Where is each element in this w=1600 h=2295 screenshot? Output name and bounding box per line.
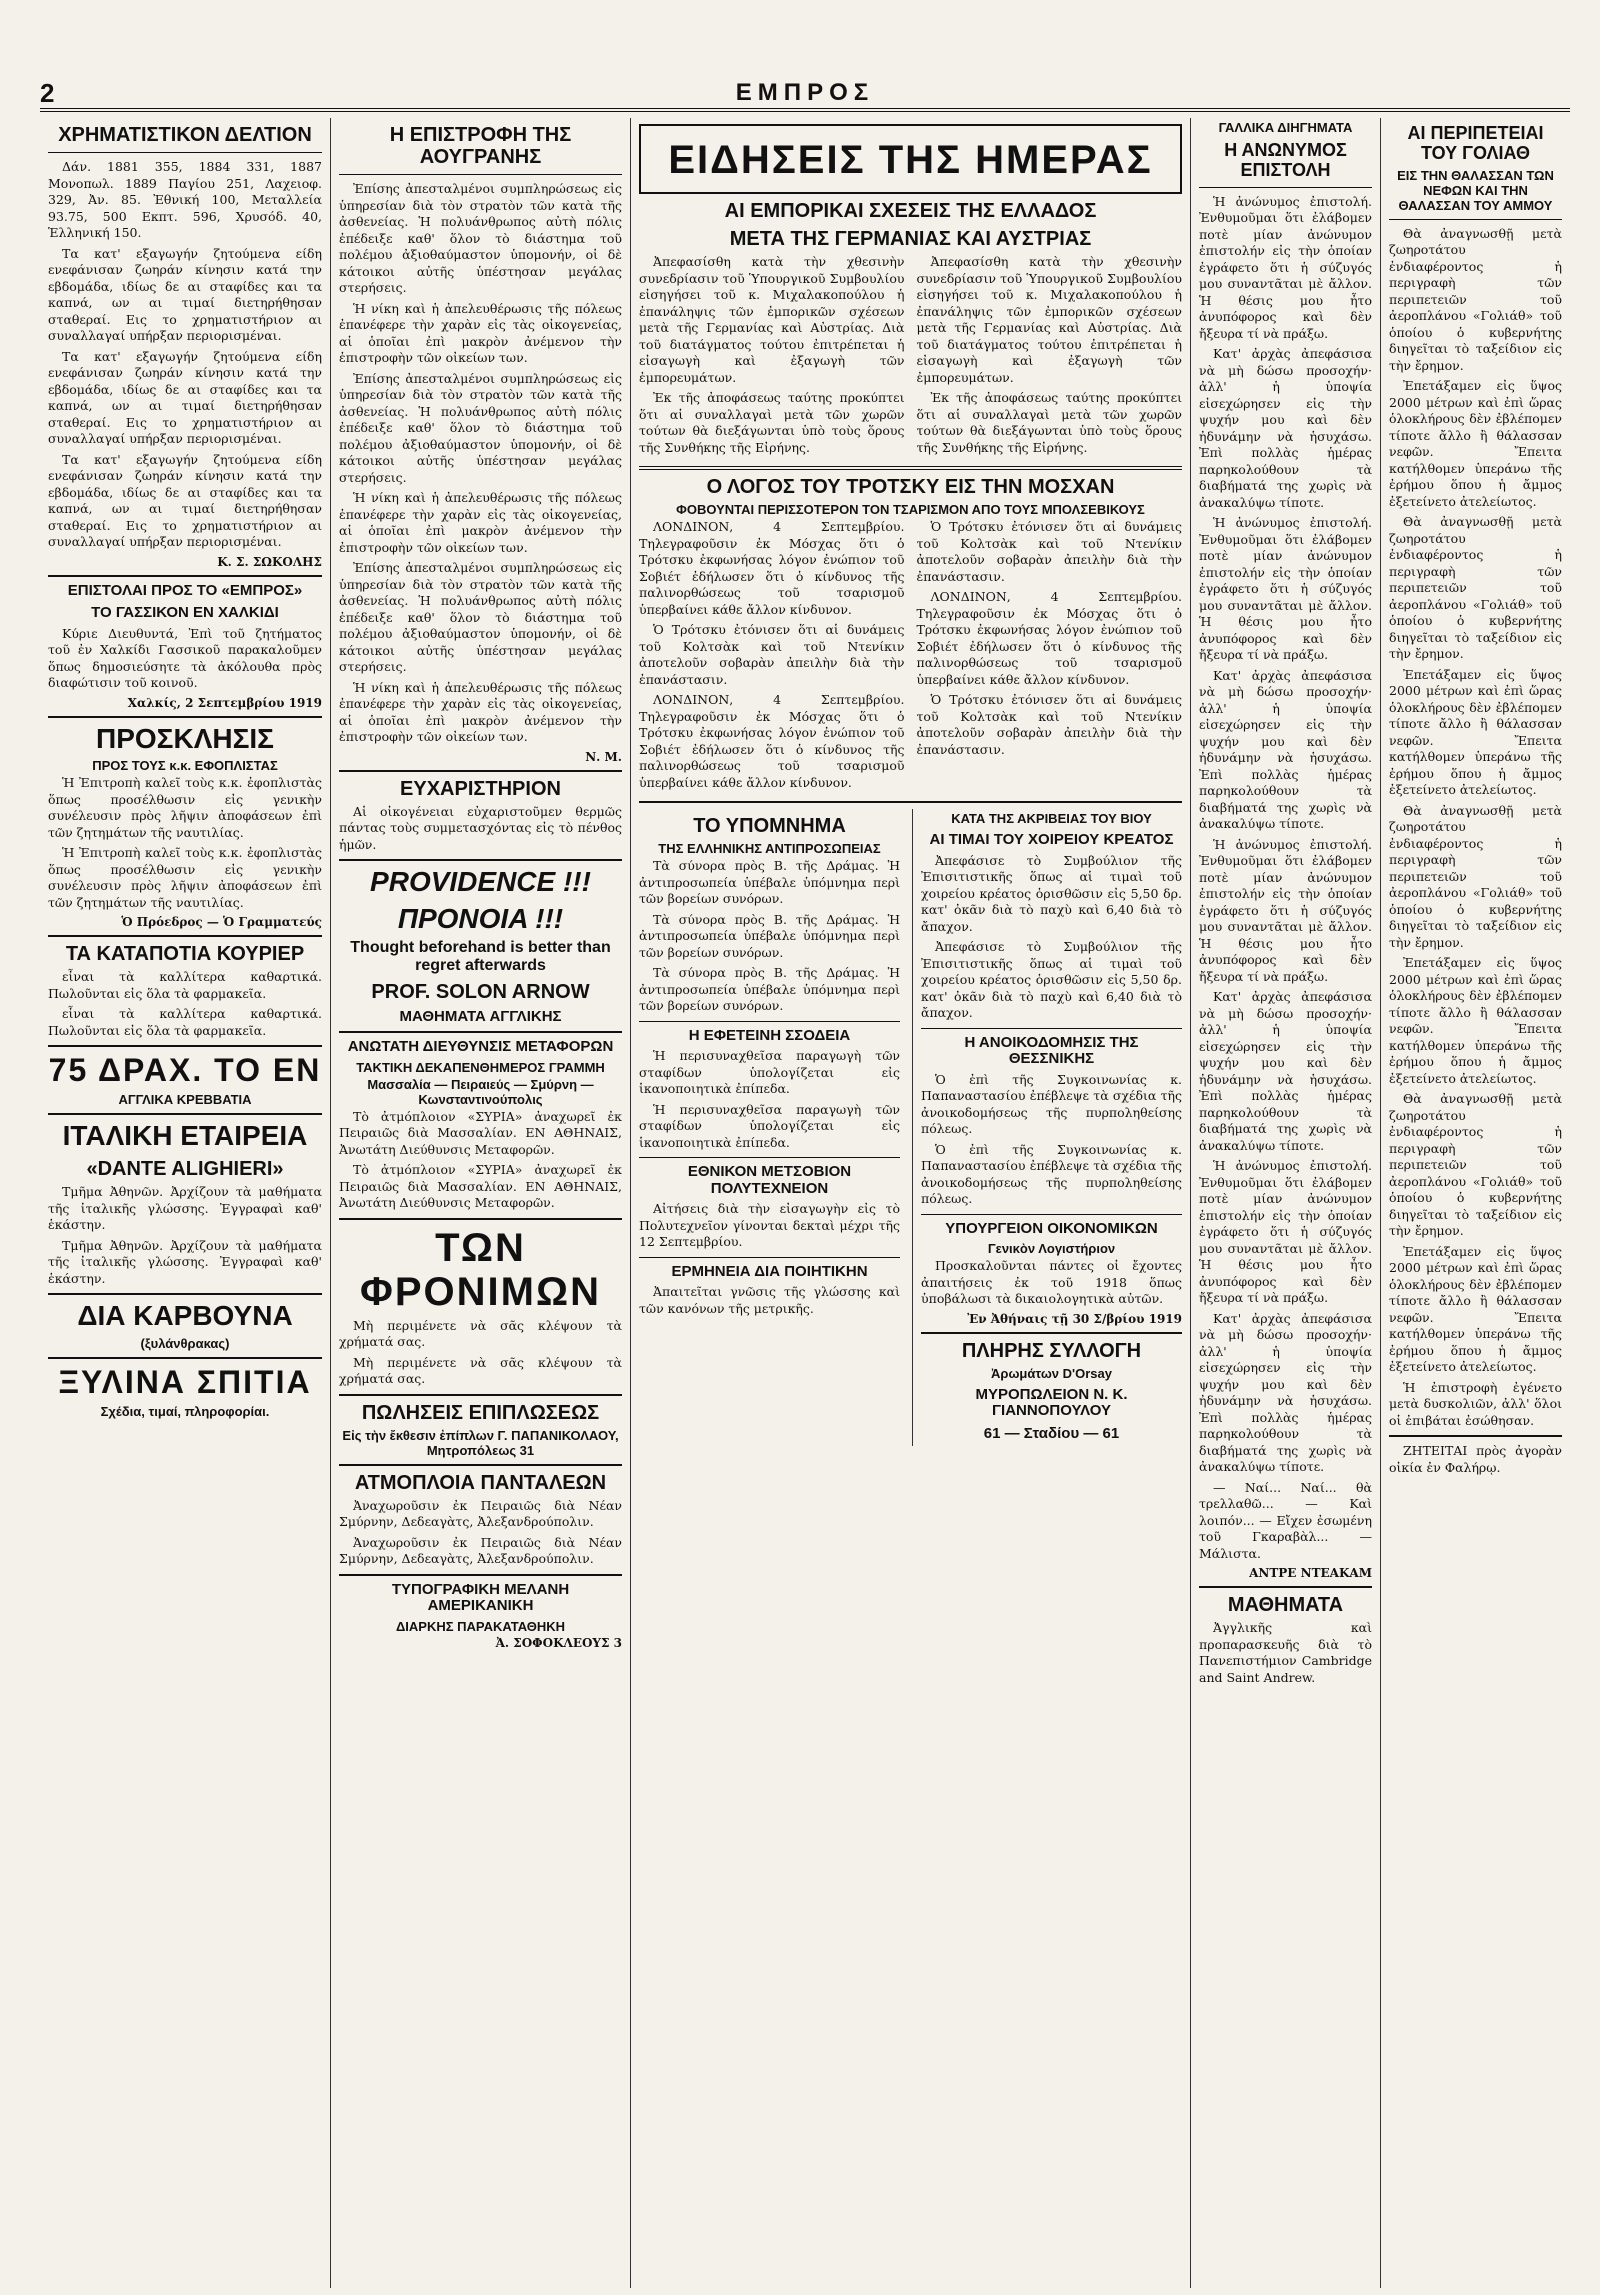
divider [1389,1435,1562,1437]
paper-title: ΕΜΠΡΟΣ [735,79,875,106]
art1-signature: Ν. Μ. [585,749,622,764]
print-subtitle: ΔΙΑΡΚΗΣ ΠΑΡΑΚΑΤΑΘΗΚΗ [395,1618,566,1634]
goliath-body-2: Ἡ ἐπιστροφὴ ἐγένετο μετὰ δυσκολιῶν, ἀλλ' ὅλοι οἱ ἐπιβάται ἐσώθησαν. [1389,1379,1562,1428]
lower-columns [639,809,1182,1446]
ministry-signature: Ἐν Ἀθήναις τῇ 30 Σ/βρίου 1919 [967,1311,1182,1326]
column-1 [40,118,330,2288]
polytechnic-title: ΕΘΝΙΚΟΝ ΜΕΤΣΟΒΙΟΝ ΠΟΛΥΤΕΧΝΕΙΟΝ [687,1163,852,1197]
italy-text: Τμῆμα Ἀθηνῶν. Ἀρχίζουν τὰ μαθήματα τῆς ἰταλικῆς γλώσσης. Ἐγγραφαὶ καθ' ἑκάστην. [48,1237,322,1286]
feuilleton-text: Ἡ ἀνώνυμος ἐπιστολή. Ἐνθυμοῦμαι ὅτι ἐλάβομεν ποτὲ μίαν ἀνώνυμον ἐπιστολήν εἰς τὴν ὁποίαν ἐγράφετο ὅτι ἡ σύζυγός μου συναντᾶται μὲ ἄλλον. Ἡ θέσις μου ἦτο ἀνυπόφορος καὶ δὲν ἤξευρα τί νὰ πράξω. [1199,515,1372,663]
ship-subtitle: ΤΑΚΤΙΚΗ ΔΕΚΑΠΕΝΘΗΜΕΡΟΣ ΓΡΑΜΜΗ [356,1059,605,1075]
rebuild-text: Ὁ ἐπὶ τῆς Συγκοινωνίας κ. Παπαναστασίου ἐπέβλεψε τὰ σχέδια τῆς ἀνοικοδομήσεως τῆς πυρποληθείσης πόλεως. [921,1141,1182,1206]
divider [48,1357,322,1359]
polytechnic-text: Αἰτήσεις διὰ τὴν εἰσαγωγὴν εἰς τὸ Πολυτεχνεῖον γίνονται δεκταὶ μέχρι τῆς 12 Σεπτεμβρίου. [639,1201,900,1249]
fin-body: Τα κατ' εξαγωγήν ζητούμενα είδη ενεφάνισαν ζωηράν κίνησιν κατά την εβδομάδα, ιδίως δε αι σταφίδες και τα καπνά, ων αι τιμαί διετηρήθησαν σταθεραί. Εις το χρηματιστήριον αι συναλλαγαί υπήρξαν περιορισμέναι. [48,451,322,549]
goliath-body: Ἐπετάξαμεν εἰς ὕψος 2000 μέτρων καὶ ἐπὶ ὥρας ὁλοκλήρους δὲν ἐβλέπομεν τίποτε ἄλλο ἢ θάλασσαν νεφῶν. Ἔπειτα κατήλθομεν ὑπεράνω τῆς ἐρήμου ὅπου ἡ ἄμμος ἐξετείνετο ἀτελείωτος. [1389,378,1562,509]
letter-text: Κύριε Διευθυντά, Ἐπὶ τοῦ ζητήματος τοῦ ἐν Χαλκίδι Γασσικοῦ παρακαλοῦμεν ὅπως δημοσιεύσητε τὰ ἀκόλουθα πρὸς διαφώτισιν τοῦ κοινοῦ. [48,625,322,690]
providence-text: Thought beforehand is better than regret afterwards [350,938,611,974]
trotsky-title: Ο ΛΟΓΟΣ ΤΟΥ ΤΡΟΤΣΚΥ ΕΙΣ ΤΗΝ ΜΟΣΧΑΝ [706,476,1115,498]
columns [40,118,1570,2288]
ministry-text: Προσκαλοῦνται πάντες οἱ ἔχοντες ἀπαιτήσεις ἐκ τοῦ 1918 ὅπως ὑποβάλωσι τὰ δικαιολογητικὰ αὐτῶν. [921,1258,1182,1306]
courier-text: εἶναι τὰ καλλίτερα καθαρτικά. Πωλοῦνται εἰς ὅλα τὰ φαρμακεῖα. [48,969,322,1001]
feuilleton-body-2: — Ναί... Ναί... θὰ τρελλαθῶ... — Καὶ λοιπόν... — Εἴχεν ἐσωμένη τοῦ Γκαραβὰλ... — Μάλιστα. [1199,1479,1372,1561]
price-ad: 75 ΔΡΑΧ. ΤΟ ΕΝ [48,1052,322,1089]
letters-title: ΕΠΙΣΤΟΛΑΙ ΠΡΟΣ ΤΟ «ΕΜΠΡΟΣ» [67,581,303,599]
trotsky-text-2: Ὁ Τρότσκυ ἐτόνισεν ὅτι αἱ δυνάμεις τοῦ Κολτσὰκ καὶ τοῦ Ντενίκιν ἀποτελοῦν σοβαρὰν ἀπειλὴν διὰ τὴν ἐπανάστασιν. [639,622,905,687]
pork-text: Ἀπεφάσισε τὸ Συμβούλιον τῆς Ἐπισιτιστικῆς ὅπως αἱ τιμαὶ τοῦ χοιρείου κρέατος ὁρισθῶσιν εἰς 5,50 δρ. κατ' ὀκᾶν διὰ τὸ παχὺ καὶ 6,40 διὰ τὸ ἄπαχον. [921,939,1182,1020]
news-text-2: Ἐκ τῆς ἀποφάσεως ταύτης προκύπτει ὅτι αἱ συναλλαγαὶ μετὰ τῶν χωρῶν τούτων θὰ διεξάγωνται ὑπὸ τοὺς ὅρους τῆς Συνθήκης τῆς Εἰρήνης. [916,390,1182,455]
big-ad-text: Μὴ περιμένετε νὰ σᾶς κλέψουν τὰ χρήματά σας. [339,1354,622,1387]
divider [48,152,322,153]
pork-text: Ἀπεφάσισε τὸ Συμβούλιον τῆς Ἐπισιτιστικῆς ὅπως αἱ τιμαὶ τοῦ χοιρείου κρέατος ὁρισθῶσιν εἰς 5,50 δρ. κατ' ὀκᾶν διὰ τὸ παχὺ καὶ 6,40 διὰ τὸ ἄπαχον. [921,852,1182,934]
memo-title: ΤΟ ΥΠΟΜΝΗΜΑ [693,815,846,837]
trotsky-text: ΛΟΝΔΙΝΟΝ, 4 Σεπτεμβρίου. Τηλεγραφοῦσιν ἐκ Μόσχας ὅτι ὁ Τρότσκυ ἐκφωνήσας λόγον ἐνώπιον τοῦ Σοβιέτ ἐδήλωσεν ὅτι ὁ κίνδυνος τῆς παλινορθώσεως τοῦ τσαρισμοῦ ὑπερβαίνει κάθε ἄλλον κίνδυνον. [639,692,905,790]
goliath-text: Θὰ ἀναγνωσθῇ μετὰ ζωηροτάτου ἐνδιαφέροντος ἡ περιγραφὴ τῶν περιπετειῶν τοῦ ἀεροπλάνου «Γολιάθ» τοῦ ὁποίου ὁ κυβερνήτης διηγεῖται τὸ ταξείδιον εἰς τὴν ἔρημον. [1389,1091,1562,1239]
divider [339,859,622,861]
perfume-address: 61 — Σταδίου — 61 [983,1424,1120,1442]
big-ad-text: Μὴ περιμένετε νὰ σᾶς κλέψουν τὰ χρήματά σας. [339,1317,622,1350]
art1-body: Ἡ νίκη καὶ ἡ ἀπελευθέρωσις τῆς πόλεως ἐπανέφερε τὴν χαρὰν εἰς τὰς οἰκογενείας, αἱ ὁποῖαι ἐπὶ μακρὸν ἀνέμενον τὴν ἐπιστροφὴν τῶν οἰκείων των. [339,300,622,365]
letter-signature: Χαλκίς, 2 Σεπτεμβρίου 1919 [127,695,322,710]
art1-text: Ἐπίσης ἀπεσταλμένοι συμπληρώσεως εἰς ὑπηρεσίαν διὰ τὸν στρατὸν τῶν κατὰ τῆς ἀσθενείας. Ἡ πολυάνθρωπος αὐτὴ πόλις ἐπέδειξε καθ' ὅλον τὸ διάστημα τοῦ πολέμου ἀξιοθαύμαστον ὑπομονήν, οἱ δὲ κάτοικοι αὐτῆς ὑπέστησαν μεγάλας στερήσεις. [339,181,622,295]
wanted-ad: ΖΗΤΕΙΤΑΙ πρὸς ἀγορὰν οἰκία ἐν Φαλήρῳ. [1389,1443,1562,1475]
italy-subtitle: «DANTE ALIGHIERI» [86,1158,284,1181]
wood-ad: ΞΥΛΙΝΑ ΣΠΙΤΙΑ [58,1364,312,1401]
fin-body: Τα κατ' εξαγωγήν ζητούμενα είδη ενεφάνισαν ζωηράν κίνησιν κατά την εβδομάδα, ιδίως δε αι σταφίδες και τα καπνά, ων αι τιμαί διετηρήθησαν σταθεραί. Εις το χρηματιστήριον αι συναλλαγαί υπήρξαν περιορισμέναι. [48,348,322,446]
ministry-title: ΥΠΟΥΡΓΕΙΟΝ ΟΙΚΟΝΟΜΙΚΩΝ [945,1219,1158,1237]
trotsky-subtitle: ΦΟΒΟΥΝΤΑΙ ΠΕΡΙΣΣΟΤΕΡΟΝ ΤΟΝ ΤΣΑΡΙΣΜΟΝ ΑΠΟ ΤΟΥΣ ΜΠΟΛΣΕΒΙΚΟΥΣ [676,502,1145,517]
hermeneia-text: Ἀπαιτεῖται γνῶσις τῆς γλώσσης καὶ τῶν κανόνων τῆς μετρικῆς. [639,1284,900,1316]
goliath-text: Θὰ ἀναγνωσθῇ μετὰ ζωηροτάτου ἐνδιαφέροντος ἡ περιγραφὴ τῶν περιπετειῶν τοῦ ἀεροπλάνου «Γολιάθ» τοῦ ὁποίου ὁ κυβερνήτης διηγεῖται τὸ ταξείδιον εἰς τὴν ἔρημον. [1389,225,1562,373]
art1-body: Ἡ νίκη καὶ ἡ ἀπελευθέρωσις τῆς πόλεως ἐπανέφερε τὴν χαρὰν εἰς τὰς οἰκογενείας, αἱ ὁποῖαι ἐπὶ μακρὸν ἀνέμενον τὴν ἐπιστροφὴν τῶν οἰκείων των. [339,490,622,555]
trotsky-text-2: Ὁ Τρότσκυ ἐτόνισεν ὅτι αἱ δυνάμεις τοῦ Κολτσὰκ καὶ τοῦ Ντενίκιν ἀποτελοῦν σοβαρὰν ἀπειλὴν διὰ τὴν ἐπανάστασιν. [916,692,1182,757]
feuilleton-title: Η ΑΝΩΝΥΜΟΣ ΕΠΙΣΤΟΛΗ [1224,140,1347,180]
lessons-text: Ἀγγλικῆς καὶ προπαρασκευῆς διὰ τὸ Πανεπιστήμιον Cambridge and Saint Andrew. [1199,1620,1372,1685]
pork-title: ΑΙ ΤΙΜΑΙ ΤΟΥ ΧΟΙΡΕΙΟΥ ΚΡΕΑΤΟΣ [929,831,1174,848]
divider [921,1028,1182,1029]
lessons-title: ΜΑΘΗΜΑΤΑ [1227,1594,1344,1617]
fest-title: Η ΕΦΕΤΕΙΝΗ ΣΣΟΔΕΙΑ [688,1026,851,1044]
boats-text: Ἀναχωροῦσιν ἐκ Πειραιῶς διὰ Νέαν Σμύρνην, Δεδεαγὰτς, Ἀλεξανδρούπολιν. [339,1534,622,1567]
fin-signature: Κ. Σ. ΣΩΚΟΛΗΣ [217,554,322,569]
providence-gr: ΠΡΟΝΟΙΑ !!! [397,902,564,934]
divider [48,1045,322,1047]
feuilleton-signature: ΑΝΤΡΕ ΝΤΕΑΚΑΜ [1249,1566,1372,1581]
call-subtitle: ΠΡΟΣ ΤΟΥΣ κ.κ. ΕΦΟΠΛΙΣΤΑΣ [92,758,278,774]
masthead [40,78,1570,112]
thanks-text: Αἱ οἰκογένειαι εὐχαριστοῦμεν θερμῶς πάντας τοὺς συμμετασχόντας εἰς τὸ πένθος ἡμῶν. [339,803,622,852]
fest-text: Ἡ περισυναχθεῖσα παραγωγὴ τῶν σταφίδων ὑπολογίζεται εἰς ἱκανοποιητικὰ ἐπίπεδα. [639,1048,900,1096]
column-4 [1190,118,1380,2288]
pork-label: ΚΑΤΑ ΤΗΣ ΑΚΡΙΒΕΙΑΣ ΤΟΥ ΒΙΟΥ [951,811,1152,826]
ship-title: ΑΝΩΤΑΤΗ ΔΙΕΥΘΥΝΣΙΣ ΜΕΤΑΦΟΡΩΝ [347,1038,614,1056]
call-signature: Ὁ Πρόεδρος — Ὁ Γραμματεύς [121,915,322,930]
goliath-text: Θὰ ἀναγνωσθῇ μετὰ ζωηροτάτου ἐνδιαφέροντος ἡ περιγραφὴ τῶν περιπετειῶν τοῦ ἀεροπλάνου «Γολιάθ» τοῦ ὁποίου ὁ κυβερνήτης διηγεῖται τὸ ταξείδιον εἰς τὴν ἔρημον. [1389,514,1562,662]
news-text: Ἀπεφασίσθη κατὰ τὴν χθεσινὴν συνεδρίασιν τοῦ Ὑπουργικοῦ Συμβουλίου εἰσηγήσει τοῦ κ. Μιχαλακοπούλου ἡ ἐπανάληψις τῶν ἐμπορικῶν σχέσεων μετὰ τῆς Γερμανίας καὶ Αὐστρίας. Διὰ τοῦ διατάγματος τούτου ἐπιτρέπεται ἡ εἰσαγωγὴ καὶ ἐξαγωγὴ τῶν ἐμπορευμάτων. [916,254,1182,385]
boats-title: ΑΤΜΟΠΛΟΙΑ ΠΑΝΤΑΛΕΩΝ [354,1471,607,1494]
divider [639,1021,900,1022]
feuilleton-label: ΓΑΛΛΙΚΑ ΔΙΗΓΗΜΑΤΑ [1218,120,1353,135]
providence-en: PROVIDENCE !!! [370,866,591,897]
divider [921,1332,1182,1334]
memo-text: Τὰ σύνορα πρὸς Β. τῆς Δράμας. Ἡ ἀντιπροσωπεία ὑπέβαλε ὑπόμνημα περὶ τῶν βορείων συνόρων. [639,858,900,906]
furn-text: Εἰς τὴν ἔκθεσιν ἐπίπλων Γ. ΠΑΠΑΝΙΚΟΛΑΟΥ, Μητροπόλεως 31 [342,1427,619,1458]
ministry-subtitle: Γενικὸν Λογιστήριον [987,1241,1116,1256]
divider [1389,219,1562,220]
fin-text: Δάν. 1881 355, 1884 331, 1887 Μονοπωλ. 1889 Παγίου 251, Λαχειοφ. 329, Ἀν. 85. Ἐθνική 100, Μεταλλεία 93.75, 500 Εκπτ. 596, Χρυσόδ. 40, Ἑλληνική 150. [48,159,322,240]
ship-text: Τὸ ἀτμόπλοιον «ΣΥΡΙΑ» ἀναχωρεῖ ἐκ Πειραιῶς διὰ Μασσαλίαν. ΕΝ ΑΘΗΝΑΙΣ, Ἀνωτάτη Διεύθυνσις Μεταφορῶν. [339,1162,622,1211]
goliath-subtitle: ΕΙΣ ΤΗΝ ΘΑΛΑΣΣΑΝ ΤΩΝ ΝΕΦΩΝ ΚΑΙ ΤΗΝ ΘΑΛΑΣΣΑΝ ΤΟΥ ΑΜΜΟΥ [1397,167,1554,213]
divider [339,1394,622,1396]
furn-title: ΠΩΛΗΣΕΙΣ ΕΠΙΠΛΩΣΕΩΣ [361,1401,600,1424]
trotsky-body [639,519,1182,795]
courier-title: ΤΑ ΚΑΤΑΠΟΤΙΑ ΚΟΥΡΙΕΡ [65,943,305,966]
column-5 [1380,118,1570,2288]
news-text-2: Ἐκ τῆς ἀποφάσεως ταύτης προκύπτει ὅτι αἱ συναλλαγαὶ μετὰ τῶν χωρῶν τούτων θὰ διεξάγωνται ὑπὸ τοὺς ὅρους τῆς Συνθήκης τῆς Εἰρήνης. [639,390,905,455]
feuilleton-text: Ἡ ἀνώνυμος ἐπιστολή. Ἐνθυμοῦμαι ὅτι ἐλάβομεν ποτὲ μίαν ἀνώνυμον ἐπιστολήν εἰς τὴν ὁποίαν ἐγράφετο ὅτι ἡ σύζυγός μου συναντᾶται μὲ ἄλλον. Ἡ θέσις μου ἦτο ἀνυπόφορος καὶ δὲν ἤξευρα τί νὰ πράξω. [1199,193,1372,341]
feuilleton-body: Κατ' ἀρχὰς ἀπεφάσισα νὰ μὴ δώσω προσοχήν· ἀλλ' ἡ ὑποψία εἰσεχώρησεν εἰς τὴν ψυχήν μου καὶ δὲν ἠδυνάμην νὰ ἡσυχάσω. Ἐπὶ πολλὰς ἡμέρας παρηκολούθουν τὰ διαβήματά της χωρὶς νὰ ἀνακαλύψω τίποτε. [1199,667,1372,832]
news-text: Ἀπεφασίσθη κατὰ τὴν χθεσινὴν συνεδρίασιν τοῦ Ὑπουργικοῦ Συμβουλίου εἰσηγήσει τοῦ κ. Μιχαλακοπούλου ἡ ἐπανάληψις τῶν ἐμπορικῶν σχέσεων μετὰ τῆς Γερμανίας καὶ Αὐστρίας. Διὰ τοῦ διατάγματος τούτου ἐπιτρέπεται ἡ εἰσαγωγὴ καὶ ἐξαγωγὴ τῶν ἐμπορευμάτων. [639,254,905,385]
news-head-2: ΜΕΤΑ ΤΗΣ ΓΕΡΜΑΝΙΑΣ ΚΑΙ ΑΥΣΤΡΙΑΣ [729,228,1092,250]
page-number: 2 [40,77,55,108]
rebuild-title: Η ΑΝΟΙΚΟΔΟΜΗΣΙΣ ΤΗΣ ΘΕΣΣΝΙΚΗΣ [964,1033,1139,1067]
art1-title: Η ΕΠΙΣΤΡΟΦΗ ΤΗΣ ΑΟΥΓΡΑΝΗΣ [389,124,572,168]
fest-text: Ἡ περισυναχθεῖσα παραγωγὴ τῶν σταφίδων ὑπολογίζεται εἰς ἱκανοποιητικὰ ἐπίπεδα. [639,1101,900,1150]
divider [639,801,1182,803]
ship-text: Τὸ ἀτμόπλοιον «ΣΥΡΙΑ» ἀναχωρεῖ ἐκ Πειραιῶς διὰ Μασσαλίαν. ΕΝ ΑΘΗΝΑΙΣ, Ἀνωτάτη Διεύθυνσις Μεταφορῶν. [339,1108,622,1157]
news-title: ΕΙΔΗΣΕΙΣ ΤΗΣ ΗΜΕΡΑΣ [668,138,1153,182]
goliath-body: Ἐπετάξαμεν εἰς ὕψος 2000 μέτρων καὶ ἐπὶ ὥρας ὁλοκλήρους δὲν ἐβλέπομεν τίποτε ἄλλο ἢ θάλασσαν νεφῶν. Ἔπειτα κατήλθομεν ὑπεράνω τῆς ἐρήμου ὅπου ἡ ἄμμος ἐξετείνετο ἀτελείωτος. [1389,1243,1562,1375]
divider [339,1031,622,1033]
goliath-body: Ἐπετάξαμεν εἰς ὕψος 2000 μέτρων καὶ ἐπὶ ὥρας ὁλοκλήρους δὲν ἐβλέπομεν τίποτε ἄλλο ἢ θάλασσαν νεφῶν. Ἔπειτα κατήλθομεν ὑπεράνω τῆς ἐρήμου ὅπου ἡ ἄμμος ἐξετείνετο ἀτελείωτος. [1389,666,1562,798]
divider [339,174,622,175]
memo-text: Τὰ σύνορα πρὸς Β. τῆς Δράμας. Ἡ ἀντιπροσωπεία ὑπέβαλε ὑπόμνημα περὶ τῶν βορείων συνόρων. [639,911,900,960]
column-2 [330,118,630,2288]
trotsky-text-2: Ὁ Τρότσκυ ἐτόνισεν ὅτι αἱ δυνάμεις τοῦ Κολτσὰκ καὶ τοῦ Ντενίκιν ἀποτελοῦν σοβαρὰν ἀπειλὴν διὰ τὴν ἐπανάστασιν. [916,519,1182,584]
call-text: Ἡ Ἐπιτροπὴ καλεῖ τοὺς κ.κ. ἐφοπλιστὰς ὅπως προσέλθωσιν εἰς γενικὴν συνέλευσιν πρὸς λῆψιν ἀποφάσεων ἐπὶ τῶν ζητημάτων τῆς ναυτιλίας. [48,775,322,840]
hermeneia-title: ΕΡΜΗΝΕΙΑ ΔΙΑ ΠΟΙΗΤΙΚΗΝ [671,1262,868,1280]
big-ad: ΤΩΝ ΦΡΟΝΙΜΩΝ [360,1225,601,1314]
perfume-shop: ΜΥΡΟΠΩΛΕΙΟΝ Ν. Κ. ΓΙΑΝΝΟΠΟΥΛΟΥ [975,1385,1128,1419]
feuilleton-body: Κατ' ἀρχὰς ἀπεφάσισα νὰ μὴ δώσω προσοχήν· ἀλλ' ἡ ὑποψία εἰσεχώρησεν εἰς τὴν ψυχήν μου καὶ δὲν ἠδυνάμην νὰ ἡσυχάσω. Ἐπὶ πολλὰς ἡμέρας παρηκολούθουν τὰ διαβήματά της χωρὶς νὰ ἀνακαλύψω τίποτε. [1199,989,1372,1153]
wood-subtitle: Σχέδια, τιμαί, πληροφορίαι. [100,1404,270,1420]
feuilleton-text: Ἡ ἀνώνυμος ἐπιστολή. Ἐνθυμοῦμαι ὅτι ἐλάβομεν ποτὲ μίαν ἀνώνυμον ἐπιστολήν εἰς τὴν ὁποίαν ἐγράφετο ὅτι ἡ σύζυγός μου συναντᾶται μὲ ἄλλον. Ἡ θέσις μου ἦτο ἀνυπόφορος καὶ δὲν ἤξευρα τί νὰ πράξω. [1199,1158,1372,1306]
column-3 [630,118,1190,2288]
divider [339,1464,622,1466]
divider [1199,1586,1372,1588]
memo-subtitle: ΤΗΣ ΕΛΛΗΝΙΚΗΣ ΑΝΤΙΠΡΟΣΩΠΕΙΑΣ [658,841,881,856]
trotsky-text: ΛΟΝΔΙΝΟΝ, 4 Σεπτεμβρίου. Τηλεγραφοῦσιν ἐκ Μόσχας ὅτι ὁ Τρότσκυ ἐκφωνήσας λόγον ἐνώπιον τοῦ Σοβιέτ ἐδήλωσεν ὅτι ὁ κίνδυνος τῆς παλινορθώσεως τοῦ τσαρισμοῦ ὑπερβαίνει κάθε ἄλλον κίνδυνον. [916,589,1182,687]
thanks-title: ΕΥΧΑΡΙΣΤΗΡΙΟΝ [400,777,561,800]
divider [339,770,622,772]
news-head-1: ΑΙ ΕΜΠΟΡΙΚΑΙ ΣΧΕΣΕΙΣ ΤΗΣ ΕΛΛΑΔΟΣ [724,200,1097,222]
call-text: Ἡ Ἐπιτροπὴ καλεῖ τοὺς κ.κ. ἐφοπλιστὰς ὅπως προσέλθωσιν εἰς γενικὴν συνέλευσιν πρὸς λῆψιν ἀποφάσεων ἐπὶ τῶν ζητημάτων τῆς ναυτιλίας. [48,845,322,910]
divider [1199,187,1372,188]
news-title-box [639,124,1182,194]
italy-title: ΙΤΑΛΙΚΗ ΕΤΑΙΡΕΙΑ [62,1120,308,1152]
coal-ad: ΔΙΑ ΚΑΡΒΟΥΝΑ [77,1300,293,1332]
divider [339,1218,622,1220]
divider [48,716,322,718]
goliath-text: Θὰ ἀναγνωσθῇ μετὰ ζωηροτάτου ἐνδιαφέροντος ἡ περιγραφὴ τῶν περιπετειῶν τοῦ ἀεροπλάνου «Γολιάθ» τοῦ ὁποίου ὁ κυβερνήτης διηγεῖται τὸ ταξείδιον εἰς τὴν ἔρημον. [1389,802,1562,950]
divider [639,1157,900,1158]
print-title: ΤΥΠΟΓΡΑΦΙΚΗ ΜΕΛΑΝΗ ΑΜΕΡΙΚΑΝΙΚΗ [391,1580,570,1615]
price-subtitle: ΑΓΓΛΙΚΑ ΚΡΕΒΒΑΤΙΑ [118,1092,252,1108]
trotsky-text: ΛΟΝΔΙΝΟΝ, 4 Σεπτεμβρίου. Τηλεγραφοῦσιν ἐκ Μόσχας ὅτι ὁ Τρότσκυ ἐκφωνήσας λόγον ἐνώπιον τοῦ Σοβιέτ ἐδήλωσεν ὅτι ὁ κίνδυνος τῆς παλινορθώσεως τοῦ τσαρισμοῦ ὑπερβαίνει κάθε ἄλλον κίνδυνον. [639,519,905,617]
courier-text: εἶναι τὰ καλλίτερα καθαρτικά. Πωλοῦνται εἰς ὅλα τὰ φαρμακεῖα. [48,1006,322,1038]
ship-route: Μασσαλία — Πειραιεύς — Σμύρνη — Κωνσταντινούπολις [367,1076,594,1107]
divider [921,1214,1182,1215]
divider [48,1293,322,1295]
fin-body: Τα κατ' εξαγωγήν ζητούμενα είδη ενεφάνισαν ζωηράν κίνησιν κατά την εβδομάδα, ιδίως δε αι σταφίδες και τα καπνά, ων αι τιμαί διετηρήθησαν σταθεραί. Εις το χρηματιστήριον αι συναλλαγαί υπήρξαν περιορισμέναι. [48,245,322,343]
rebuild-text: Ὁ ἐπὶ τῆς Συγκοινωνίας κ. Παπαναστασίου ἐπέβλεψε τὰ σχέδια τῆς ἀνοικοδομήσεως τῆς πυρποληθείσης πόλεως. [921,1071,1182,1136]
goliath-body: Ἐπετάξαμεν εἰς ὕψος 2000 μέτρων καὶ ἐπὶ ὥρας ὁλοκλήρους δὲν ἐβλέπομεν τίποτε ἄλλο ἢ θάλασσαν νεφῶν. Ἔπειτα κατήλθομεν ὑπεράνω τῆς ἐρήμου ὅπου ἡ ἄμμος ἐξετείνετο ἀτελείωτος. [1389,955,1562,1086]
goliath-title: ΑΙ ΠΕΡΙΠΕΤΕΙΑΙ ΤΟΥ ΓΟΛΙΑΘ [1407,123,1544,163]
call-title: ΠΡΟΣΚΛΗΣΙΣ [96,722,274,754]
art1-text: Ἐπίσης ἀπεσταλμένοι συμπληρώσεως εἰς ὑπηρεσίαν διὰ τὸν στρατὸν τῶν κατὰ τῆς ἀσθενείας. Ἡ πολυάνθρωπος αὐτὴ πόλις ἐπέδειξε καθ' ὅλον τὸ διάστημα τοῦ πολέμου ἀξιοθαύμαστον ὑπομονήν, οἱ δὲ κάτοικοι αὐτῆς ὑπέστησαν μεγάλας στερήσεις. [339,560,622,674]
divider [639,466,1182,470]
coal-subtitle: (ξυλάνθρακας) [140,1336,230,1352]
perfume-title: ΠΛΗΡΗΣ ΣΥΛΛΟΓΗ [961,1339,1142,1362]
prof-subtitle: ΜΑΘΗΜΑΤΑ ΑΓΓΛΙΚΗΣ [399,1007,562,1025]
boats-text: Ἀναχωροῦσιν ἐκ Πειραιῶς διὰ Νέαν Σμύρνην, Δεδεαγὰτς, Ἀλεξανδρούπολιν. [339,1497,622,1530]
divider [48,1113,322,1115]
divider [48,575,322,577]
letter-head: ΤΟ ΓΑΣΣΙΚΟΝ ΕΝ ΧΑΛΚΙΔΙ [91,604,279,621]
feuilleton-body: Κατ' ἀρχὰς ἀπεφάσισα νὰ μὴ δώσω προσοχήν· ἀλλ' ἡ ὑποψία εἰσεχώρησεν εἰς τὴν ψυχήν μου καὶ δὲν ἠδυνάμην νὰ ἡσυχάσω. Ἐπὶ πολλὰς ἡμέρας παρηκολούθουν τὰ διαβήματά της χωρὶς νὰ ἀνακαλύψω τίποτε. [1199,346,1372,510]
memo-text: Τὰ σύνορα πρὸς Β. τῆς Δράμας. Ἡ ἀντιπροσωπεία ὑπέβαλε ὑπόμνημα περὶ τῶν βορείων συνόρων. [639,965,900,1013]
perfume-subtitle: Ἀρωμάτων D'Orsay [991,1365,1112,1381]
feuilleton-text: Ἡ ἀνώνυμος ἐπιστολή. Ἐνθυμοῦμαι ὅτι ἐλάβομεν ποτὲ μίαν ἀνώνυμον ἐπιστολήν εἰς τὴν ὁποίαν ἐγράφετο ὅτι ἡ σύζυγός μου συναντᾶται μὲ ἄλλον. Ἡ θέσις μου ἦτο ἀνυπόφορος καὶ δὲν ἤξευρα τί νὰ πράξω. [1199,836,1372,984]
prof-name: PROF. SOLON ARNOW [371,980,590,1003]
italy-text: Τμῆμα Ἀθηνῶν. Ἀρχίζουν τὰ μαθήματα τῆς ἰταλικῆς γλώσσης. Ἐγγραφαὶ καθ' ἑκάστην. [48,1184,322,1233]
fin-title: ΧΡΗΜΑΤΙΣΤΙΚΟΝ ΔΕΛΤΙΟΝ [58,124,312,146]
feuilleton-body: Κατ' ἀρχὰς ἀπεφάσισα νὰ μὴ δώσω προσοχήν· ἀλλ' ἡ ὑποψία εἰσεχώρησεν εἰς τὴν ψυχήν μου καὶ δὲν ἠδυνάμην νὰ ἡσυχάσω. Ἐπὶ πολλὰς ἡμέρας παρηκολούθουν τὰ διαβήματά της χωρὶς νὰ ἀνακαλύψω τίποτε. [1199,1310,1372,1475]
art1-text: Ἐπίσης ἀπεσταλμένοι συμπληρώσεως εἰς ὑπηρεσίαν διὰ τὸν στρατὸν τῶν κατὰ τῆς ἀσθενείας. Ἡ πολυάνθρωπος αὐτὴ πόλις ἐπέδειξε καθ' ὅλον τὸ διάστημα τοῦ πολέμου ἀξιοθαύμαστον ὑπομονήν, οἱ δὲ κάτοικοι αὐτῆς ὑπέστησαν μεγάλας στερήσεις. [339,370,622,485]
divider [639,1257,900,1258]
news-body [639,254,1182,460]
print-signature: Ἀ. ΣΟΦΟΚΛΕΟΥΣ 3 [495,1635,622,1650]
art1-body: Ἡ νίκη καὶ ἡ ἀπελευθέρωσις τῆς πόλεως ἐπανέφερε τὴν χαρὰν εἰς τὰς οἰκογενείας, αἱ ὁποῖαι ἐπὶ μακρὸν ἀνέμενον τὴν ἐπιστροφὴν τῶν οἰκείων των. [339,679,622,744]
divider [339,1574,622,1576]
divider [48,935,322,937]
